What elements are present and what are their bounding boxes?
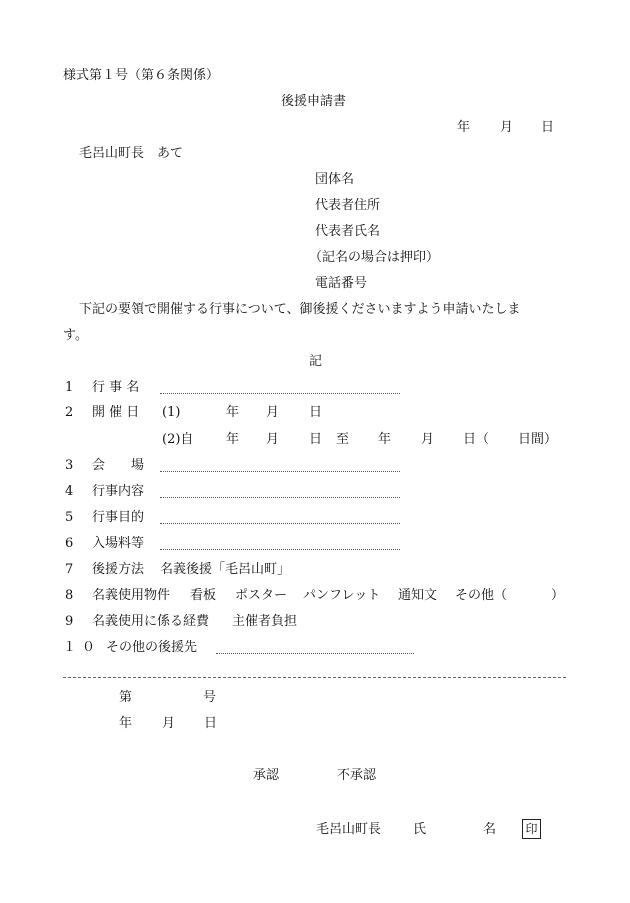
cost-value: 主催者負担 bbox=[232, 614, 298, 629]
approval-number-suffix: 号 bbox=[203, 690, 217, 705]
item-number: 1 bbox=[65, 380, 74, 395]
form-number: 様式第１号（第６条関係） bbox=[63, 68, 220, 83]
date-row2-year2: 年 bbox=[378, 432, 392, 447]
item-number: 5 bbox=[65, 510, 74, 525]
request-text-line1: 下記の要領で開催する行事について、御後援くださいますよう申請いたしま bbox=[79, 302, 521, 317]
mayor-title: 毛呂山町長 bbox=[316, 822, 382, 837]
date-row2-days: 日間） bbox=[518, 432, 558, 447]
disapprove-option: 不承認 bbox=[337, 768, 377, 783]
addressee: 毛呂山町長 あて bbox=[79, 146, 184, 161]
date-row2-month2: 月 bbox=[421, 432, 435, 447]
date-row2-to: 至 bbox=[336, 432, 350, 447]
item-number: 7 bbox=[65, 562, 74, 577]
item-number: １０ bbox=[63, 640, 102, 655]
content-field-line[interactable] bbox=[160, 497, 400, 498]
date-year-label: 年 bbox=[457, 120, 471, 135]
date-row1-year: 年 bbox=[226, 405, 240, 420]
item-number: 4 bbox=[65, 484, 74, 499]
purpose-field-line[interactable] bbox=[160, 523, 400, 524]
materials-option-pamphlet: パンフレット bbox=[303, 588, 381, 603]
date-row2-year: 年 bbox=[226, 432, 240, 447]
date-row2-day: 日 bbox=[309, 432, 323, 447]
item-number: 9 bbox=[65, 614, 74, 629]
item-number: 3 bbox=[65, 458, 74, 473]
applicant-phone-label: 電話番号 bbox=[315, 276, 368, 291]
mayor-name-label-2: 名 bbox=[483, 822, 497, 837]
record-mark: 記 bbox=[309, 354, 323, 369]
fee-field-line[interactable] bbox=[160, 549, 400, 550]
fee-label: 入場料等 bbox=[92, 536, 145, 551]
method-label: 後援方法 bbox=[92, 562, 145, 577]
request-text-line2: す。 bbox=[63, 328, 88, 343]
event-date-label: 開 催 日 bbox=[92, 405, 140, 420]
approval-day: 日 bbox=[204, 716, 218, 731]
date-row1-month: 月 bbox=[266, 405, 280, 420]
venue-label: 会 場 bbox=[92, 458, 145, 473]
date-month-label: 月 bbox=[500, 120, 514, 135]
applicant-rep-name-label: 代表者氏名 bbox=[315, 224, 381, 239]
materials-option-signboard: 看板 bbox=[190, 588, 217, 603]
materials-label: 名義使用物件 bbox=[92, 588, 171, 603]
applicant-rep-address-label: 代表者住所 bbox=[315, 198, 381, 213]
date-row1-mark: (1) bbox=[162, 405, 181, 420]
document-title: 後援申請書 bbox=[281, 94, 347, 109]
item-number: 2 bbox=[65, 405, 74, 420]
date-row2-mark: (2)自 bbox=[162, 432, 194, 447]
applicant-org-name-label: 団体名 bbox=[315, 172, 355, 187]
event-name-field-line[interactable] bbox=[160, 393, 400, 394]
date-row2-day2: 日（ bbox=[463, 432, 490, 447]
applicant-seal-note: （記名の場合は押印） bbox=[309, 250, 440, 265]
materials-option-other: その他（ bbox=[455, 588, 508, 603]
purpose-label: 行事目的 bbox=[92, 510, 145, 525]
method-value: 名義後援「毛呂山町」 bbox=[160, 562, 291, 577]
venue-field-line[interactable] bbox=[160, 471, 400, 472]
date-row1-day: 日 bbox=[309, 405, 323, 420]
date-row2-month: 月 bbox=[266, 432, 280, 447]
item-number: 8 bbox=[65, 588, 74, 603]
other-field-line[interactable] bbox=[216, 653, 414, 654]
date-day-label: 日 bbox=[541, 120, 555, 135]
cut-line-divider bbox=[63, 677, 566, 678]
approval-month: 月 bbox=[162, 716, 176, 731]
content-label: 行事内容 bbox=[92, 484, 145, 499]
mayor-name-label-1: 氏 bbox=[413, 822, 427, 837]
approve-option: 承認 bbox=[253, 768, 280, 783]
approval-year: 年 bbox=[119, 716, 133, 731]
materials-option-close: ） bbox=[551, 588, 565, 603]
event-name-label: 行 事 名 bbox=[92, 380, 140, 395]
cost-label: 名義使用に係る経費 bbox=[92, 614, 210, 629]
other-label: その他の後援先 bbox=[106, 640, 198, 655]
materials-option-poster: ポスター bbox=[235, 588, 288, 603]
seal-box: 印 bbox=[522, 819, 541, 839]
materials-option-notice: 通知文 bbox=[398, 588, 438, 603]
item-number: 6 bbox=[65, 536, 74, 551]
approval-number-prefix: 第 bbox=[119, 690, 133, 705]
